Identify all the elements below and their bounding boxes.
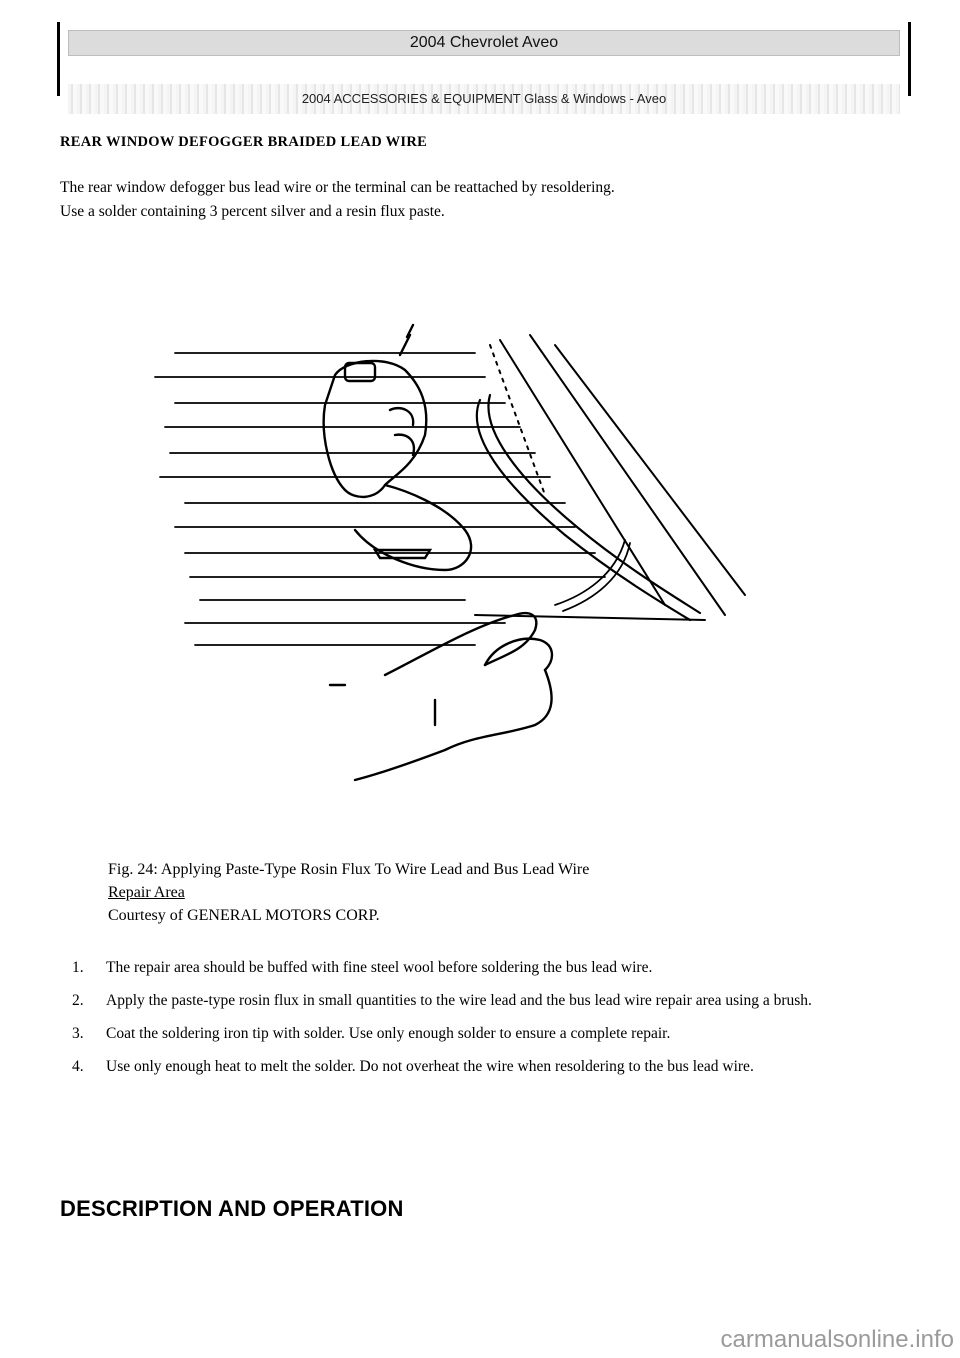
step-text: Coat the soldering iron tip with solder. Use only enough solder to ensure a complete repair. — [106, 1025, 671, 1042]
step-text: The repair area should be buffed with fine steel wool before soldering the bus lead wire. — [106, 959, 653, 976]
step-number: 1. — [72, 959, 84, 976]
section-title: REAR WINDOW DEFOGGER BRAIDED LEAD WIRE — [60, 134, 428, 150]
intro-paragraph — [60, 176, 900, 224]
brush-hand — [324, 325, 471, 570]
holding-hand — [330, 613, 552, 780]
step-number: 4. — [72, 1058, 84, 1075]
step-item — [72, 1055, 902, 1079]
header-subtitle: 2004 ACCESSORIES & EQUIPMENT Glass & Windows - Aveo — [68, 84, 900, 114]
step-item — [72, 989, 902, 1013]
caption-text: Fig. 24: Applying Paste-Type Rosin Flux To Wire Lead and Bus Lead Wire — [108, 861, 590, 878]
step-item — [72, 1022, 902, 1046]
document-header — [57, 22, 911, 106]
defogger-grid-lines — [155, 353, 605, 645]
caption-credit: Courtesy of GENERAL MOTORS CORP. — [108, 907, 380, 924]
step-text: Use only enough heat to melt the solder. Do not overheat the wire when resoldering to the bus lead wire. — [106, 1058, 754, 1075]
watermark: carmanualsonline.info — [720, 1326, 954, 1353]
step-text: Apply the paste-type rosin flux in small quantities to the wire lead and the bus lead wire repair area using a brush. — [106, 992, 812, 1009]
intro-line-2: Use a solder containing 3 percent silver and a resin flux paste. — [60, 203, 445, 220]
step-number: 3. — [72, 1025, 84, 1042]
caption-link[interactable]: Repair Area — [108, 884, 185, 901]
step-item — [72, 956, 902, 980]
figure-caption — [108, 858, 868, 927]
bus-bar — [477, 395, 700, 620]
intro-line-1: The rear window defogger bus lead wire or the terminal can be reattached by resoldering. — [60, 179, 615, 196]
header-title: 2004 Chevrolet Aveo — [68, 30, 900, 56]
step-number: 2. — [72, 992, 84, 1009]
next-section-title: DESCRIPTION AND OPERATION — [60, 1196, 404, 1221]
procedure-steps — [72, 956, 902, 1088]
defogger-repair-illustration — [145, 315, 785, 785]
